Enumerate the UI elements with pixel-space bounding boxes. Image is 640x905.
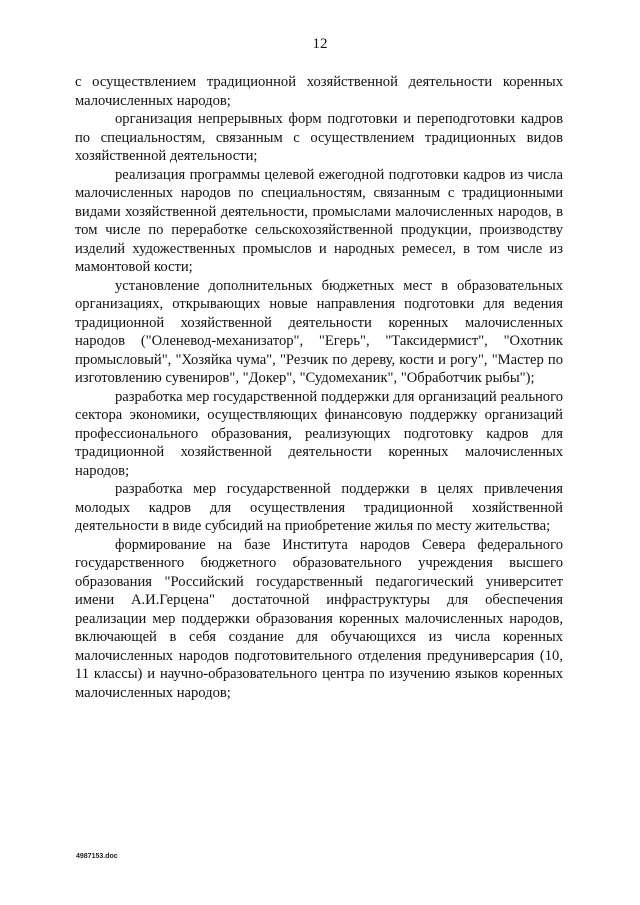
paragraph-continuation: с осуществлением традиционной хозяйственной деятельности коренных малочисленных народов; bbox=[75, 74, 563, 109]
paragraph-institute-infrastructure: формирование на базе Института народов Севера федерального государственного бюджетного образовательного учреждения высшего образования "Российский государственный педагогический университет имени А.И.Герцена" достаточной инфраструктуры для обеспечения реализации мер поддержки образования коренных малочисленных народов, включающей в себя создание для обучающихся из числа коренных малочисленных народов подготовительного отделения предуниверсария (10, 11 классы) и научно-образовательного центра по изучению языков коренных малочисленных народов; bbox=[75, 536, 563, 701]
page-number: 12 bbox=[312, 36, 328, 52]
paragraph-support-real-sector: разработка мер государственной поддержки для организаций реального сектора экономики, осуществляющих финансовую поддержку организаций профессионального образования, реализующих подготовку кадров для традиционной хозяйственной деятельности коренных малочисленных народов; bbox=[75, 388, 563, 479]
paragraph-housing-subsidies: разработка мер государственной поддержки в целях привлечения молодых кадров для осуществления традиционной хозяйственной деятельности в виде субсидий на приобретение жилья по месту жительства; bbox=[75, 481, 563, 534]
document-body bbox=[75, 73, 563, 702]
paragraph-additional-budget-places: установление дополнительных бюджетных мест в образовательных организациях, открывающих новые направления подготовки для ведения традиционной хозяйственной деятельности коренных малочисленных народов ("Оленевод-механизатор", "Егерь", "Таксидермист", "Охотник промысловый", "Хозяйка чума", "Резчик по дереву, кости и рогу", "Мастер по изготовлению сувениров", "Докер", "Судомеханик", "Обработчик рыбы"); bbox=[75, 277, 563, 386]
paragraph-targeted-training-program: реализация программы целевой ежегодной подготовки кадров из числа малочисленных народов по специальностям, связанным с традиционными видами хозяйственной деятельности, промыслами малочисленных народов, в том числе по переработке сельскохозяйственной продукции, производству изделий художественных промыслов и народных ремесел, в том числе из мамонтовой кости; bbox=[75, 166, 563, 275]
paragraph-continuous-training: организация непрерывных форм подготовки и переподготовки кадров по специальностям, связанным с осуществлением традиционных видов хозяйственной деятельности; bbox=[75, 111, 563, 164]
footer-file-code: 4987153.doc bbox=[76, 853, 118, 860]
